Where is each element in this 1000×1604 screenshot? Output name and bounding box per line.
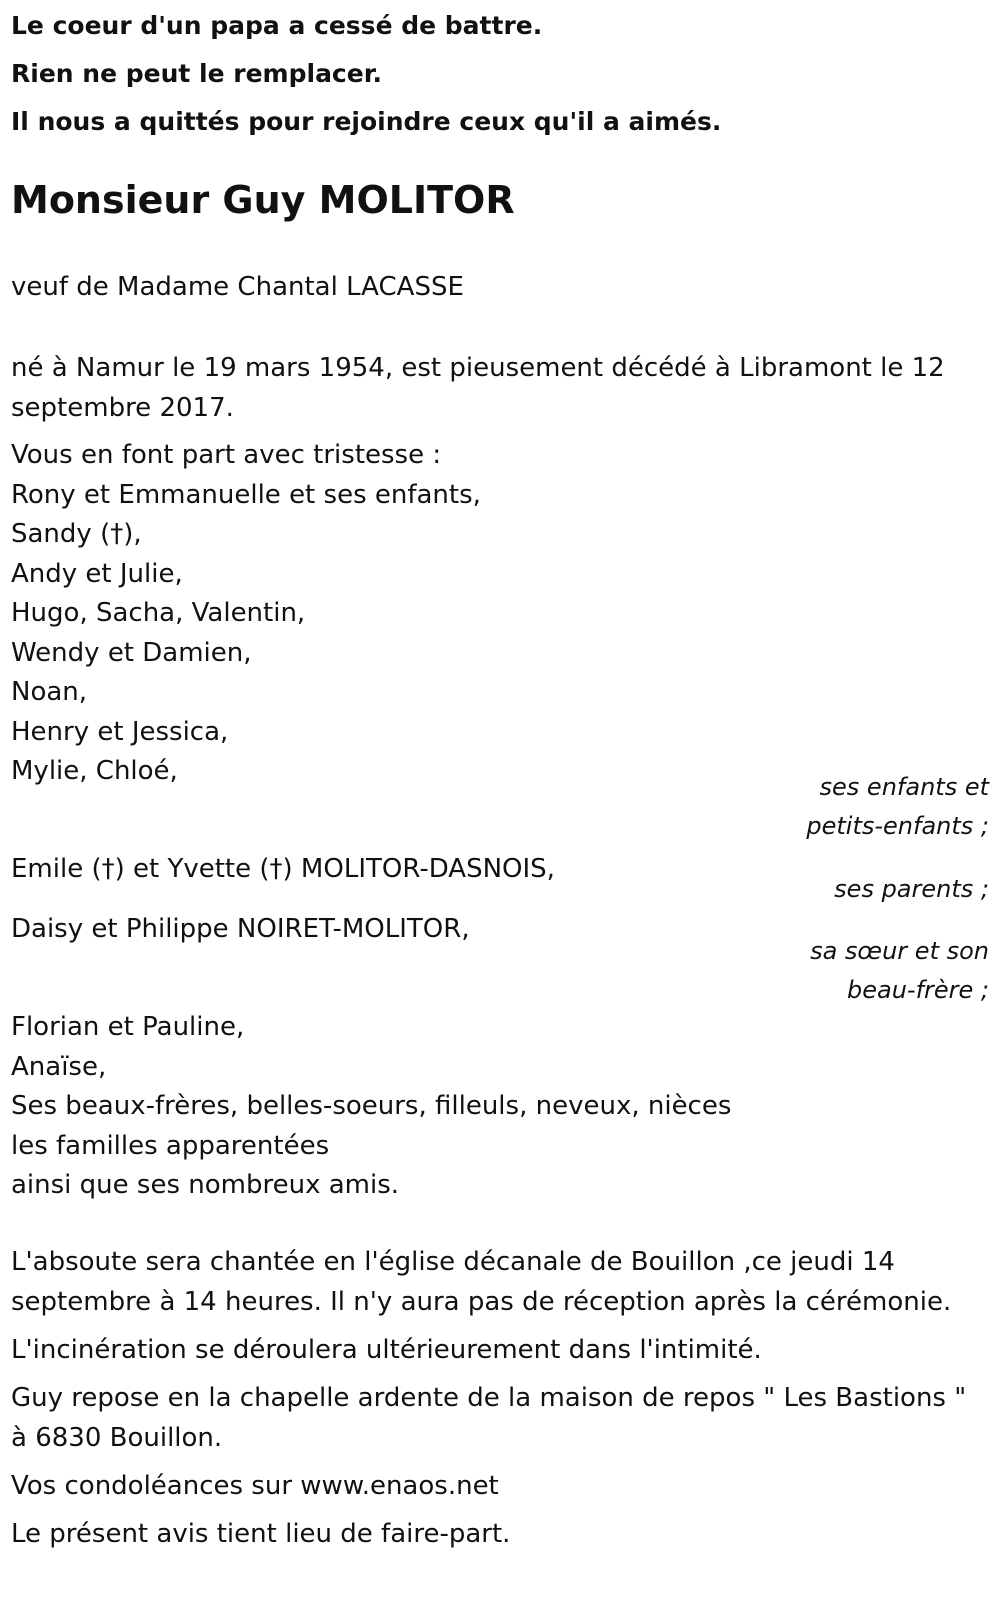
intro-quote bbox=[11, 2, 721, 146]
list-item: Wendy et Damien, bbox=[11, 637, 252, 668]
list-item: Mylie, Chloé, bbox=[11, 756, 178, 786]
notice-line: Le présent avis tient lieu de faire-part. bbox=[11, 1519, 511, 1549]
list-item: Noan, bbox=[11, 677, 88, 707]
ceremony-info bbox=[11, 1242, 986, 1562]
list-item: Ses beaux-frères, belles-soeurs, filleuls, neveux, nièces bbox=[11, 1091, 732, 1121]
list-item: Florian et Pauline, bbox=[11, 1012, 245, 1042]
relation-sister bbox=[596, 932, 996, 1010]
condolences-line: Vos condoléances sur www.enaos.net bbox=[11, 1471, 499, 1501]
list-item: Hugo, Sacha, Valentin, bbox=[11, 598, 306, 628]
announce-line: Vous en font part avec tristesse : bbox=[11, 440, 442, 470]
intro-line: Il nous a quittés pour rejoindre ceux qu'il a aimés. bbox=[11, 107, 722, 136]
birth-death-line: né à Namur le 19 mars 1954, est pieusement décédé à Libramont le 12 septembre 2017. bbox=[11, 353, 945, 423]
relation-line: petits-enfants ; bbox=[806, 812, 989, 840]
list-item: les familles apparentées bbox=[11, 1130, 330, 1161]
list-item: Sandy (†), bbox=[11, 519, 142, 549]
incineration-line: L'incinération se déroulera ultérieurement dans l'intimité. bbox=[11, 1335, 762, 1365]
relation-line: ses parents ; bbox=[834, 875, 989, 903]
list-item: ainsi que ses nombreux amis. bbox=[11, 1170, 400, 1200]
ceremony-line: L'absoute sera chantée en l'église décanale de Bouillon ,ce jeudi 14 septembre à 14 heures. Il n'y aura pas de réception après la cérémonie. bbox=[11, 1247, 952, 1317]
sister-line: Daisy et Philippe NOIRET-MOLITOR, bbox=[11, 914, 470, 944]
children-list bbox=[11, 436, 481, 792]
list-item: Andy et Julie, bbox=[11, 558, 183, 589]
widow-line: veuf de Madame Chantal LACASSE bbox=[11, 272, 464, 302]
relation-children bbox=[596, 768, 996, 846]
deceased-name: Monsieur Guy MOLITOR bbox=[11, 178, 515, 222]
relation-line: ses enfants et bbox=[819, 773, 989, 801]
relation-line: beau-frère ; bbox=[846, 976, 989, 1004]
relation-parents bbox=[596, 870, 996, 909]
intro-line: Le coeur d'un papa a cessé de battre. bbox=[11, 11, 543, 40]
list-item: Anaïse, bbox=[11, 1051, 107, 1082]
intro-line: Rien ne peut le remplacer. bbox=[11, 59, 382, 88]
relation-line: sa sœur et son bbox=[810, 937, 989, 965]
parents-line: Emile (†) et Yvette (†) MOLITOR-DASNOIS, bbox=[11, 854, 555, 884]
repose-line: Guy repose en la chapelle ardente de la maison de repos " Les Bastions " à 6830 Bouillon. bbox=[11, 1383, 967, 1453]
others-list bbox=[11, 1008, 731, 1206]
list-item: Rony et Emmanuelle et ses enfants, bbox=[11, 479, 481, 510]
list-item: Henry et Jessica, bbox=[11, 716, 229, 747]
